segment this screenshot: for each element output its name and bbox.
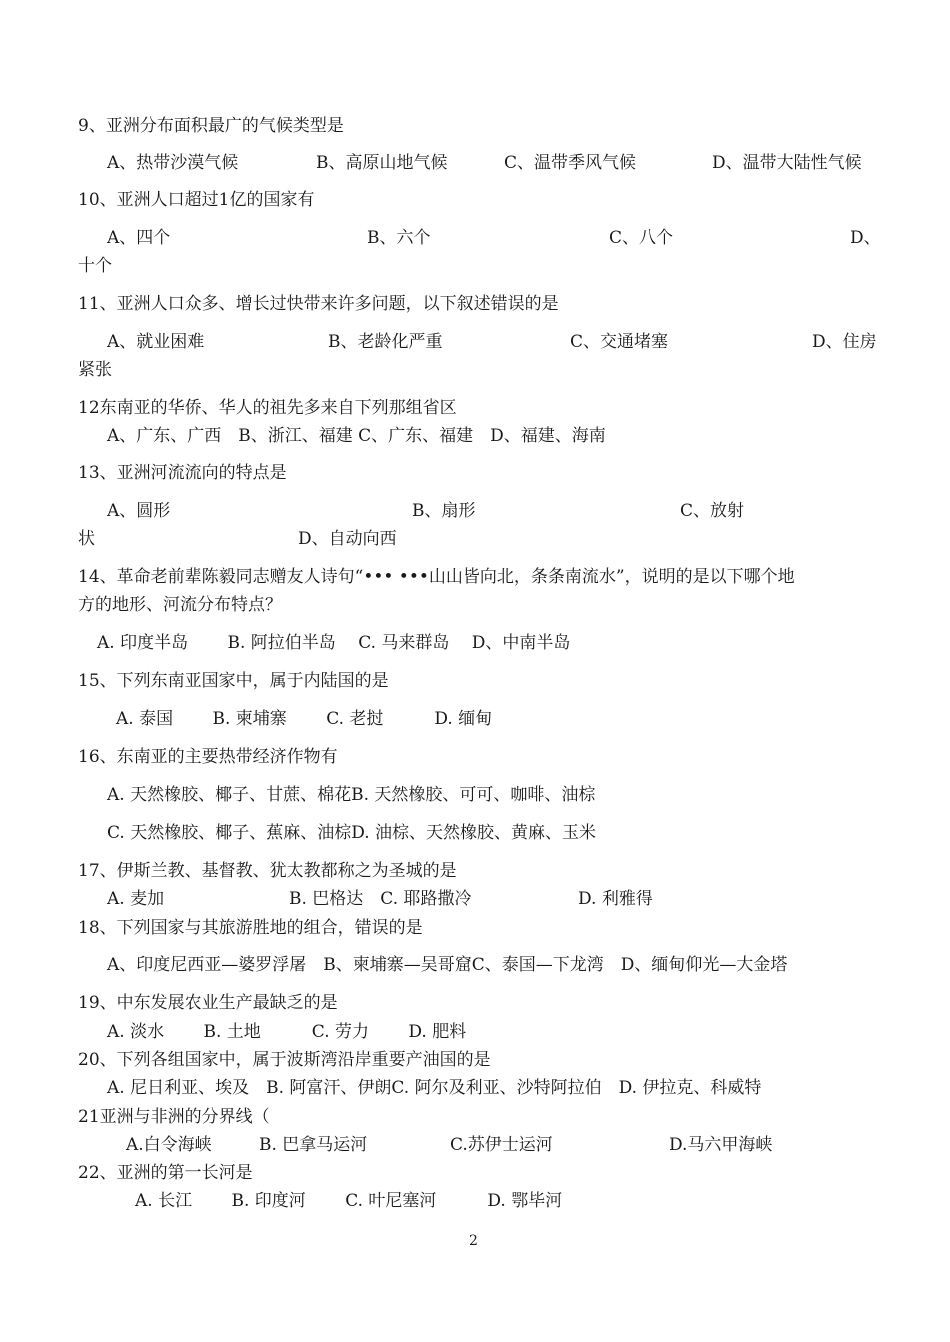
question-13-stem: 13、亚洲河流流向的特点是 (78, 463, 287, 483)
question-16-stem: 16、东南亚的主要热带经济作物有 (78, 747, 338, 767)
q10-option-d: D、 (850, 228, 881, 248)
question-19-stem: 19、中东发展农业生产最缺乏的是 (78, 993, 338, 1013)
question-15-stem: 15、下列东南亚国家中，属于内陆国的是 (78, 671, 389, 691)
q9-option-b: B、高原山地气候 (316, 153, 448, 173)
q17-option-d: D. 利雅得 (578, 889, 653, 909)
q17-option-b-c: B. 巴格达 C. 耶路撒冷 (289, 889, 472, 909)
q9-option-a: A、热带沙漠气候 (107, 153, 239, 173)
q13-option-a: A、圆形 (107, 501, 171, 521)
q22-options: A. 长江 B. 印度河 C. 叶尼塞河 D. 鄂毕河 (135, 1191, 563, 1211)
question-22-stem: 22、亚洲的第一长河是 (78, 1163, 253, 1183)
q19-options: A. 淡水 B. 土地 C. 劳力 D. 肥料 (107, 1022, 467, 1042)
q10-option-b: B、六个 (367, 228, 431, 248)
q20-options: A. 尼日利亚、埃及 B. 阿富汗、伊朗C. 阿尔及利亚、沙特阿拉伯 D. 伊拉克、科威特 (107, 1078, 762, 1098)
question-20-stem: 20、下列各组国家中，属于波斯湾沿岸重要产油国的是 (78, 1050, 491, 1070)
question-10-stem: 10、亚洲人口超过1亿的国家有 (78, 190, 315, 210)
q13-option-c-cont: 状 (78, 529, 95, 549)
q21-option-b: B. 巴拿马运河 (259, 1135, 368, 1155)
q16-options-line-2: C. 天然橡胶、椰子、蕉麻、油棕D. 油棕、天然橡胶、黄麻、玉米 (107, 823, 597, 843)
q21-option-c: C.苏伊士运河 (450, 1135, 553, 1155)
question-21-stem: 21亚洲与非洲的分界线（ (78, 1107, 270, 1127)
q13-option-b: B、扇形 (412, 501, 476, 521)
question-11-stem: 11、亚洲人口众多、增长过快带来许多问题，以下叙述错误的是 (78, 294, 559, 314)
q13-option-d: D、自动向西 (298, 529, 397, 549)
page-number: 2 (469, 1233, 478, 1249)
q10-option-a: A、四个 (107, 228, 171, 248)
question-14-stem: 14、革命老前辈陈毅同志赠友人诗句“••• •••山山皆向北，条条南流水”，说明的是以下哪个地 (78, 567, 795, 587)
q11-option-a: A、就业困难 (107, 332, 205, 352)
question-12-stem: 12东南亚的华侨、华人的祖先多来自下列那组省区 (78, 398, 457, 418)
q21-option-a: A.白令海峡 (126, 1135, 212, 1155)
q17-option-a: A. 麦加 (107, 889, 165, 909)
q11-option-c: C、交通堵塞 (570, 332, 669, 352)
question-17-stem: 17、伊斯兰教、基督教、犹太教都称之为圣城的是 (78, 861, 457, 881)
q21-option-d: D.马六甲海峡 (669, 1135, 773, 1155)
q16-options-line-1: A. 天然橡胶、椰子、甘蔗、棉花B. 天然橡胶、可可、咖啡、油棕 (107, 785, 596, 805)
q10-option-d-cont: 十个 (78, 256, 112, 276)
q11-option-d-cont: 紧张 (78, 360, 112, 380)
q13-option-c: C、放射 (680, 501, 745, 521)
question-14-stem-cont: 方的地形、河流分布特点？ (78, 595, 282, 615)
q12-options: A、广东、广西 B、浙江、福建 C、广东、福建 D、福建、海南 (107, 426, 606, 446)
q9-option-c: C、温带季风气候 (504, 153, 637, 173)
q10-option-c: C、八个 (609, 228, 674, 248)
q11-option-b: B、老龄化严重 (328, 332, 443, 352)
q9-option-d: D、温带大陆性气候 (712, 153, 862, 173)
question-9-stem: 9、亚洲分布面积最广的气候类型是 (78, 116, 344, 136)
q14-options: A. 印度半岛 B. 阿拉伯半岛 C. 马来群岛 D、中南半岛 (97, 633, 571, 653)
q18-options: A、印度尼西亚—婆罗浮屠 B、柬埔寨—吴哥窟C、泰国—下龙湾 D、缅甸仰光—大金塔 (107, 955, 788, 975)
q15-options: A. 泰国 B. 柬埔寨 C. 老挝 D. 缅甸 (116, 709, 493, 729)
q11-option-d: D、住房 (812, 332, 877, 352)
question-18-stem: 18、下列国家与其旅游胜地的组合，错误的是 (78, 918, 423, 938)
